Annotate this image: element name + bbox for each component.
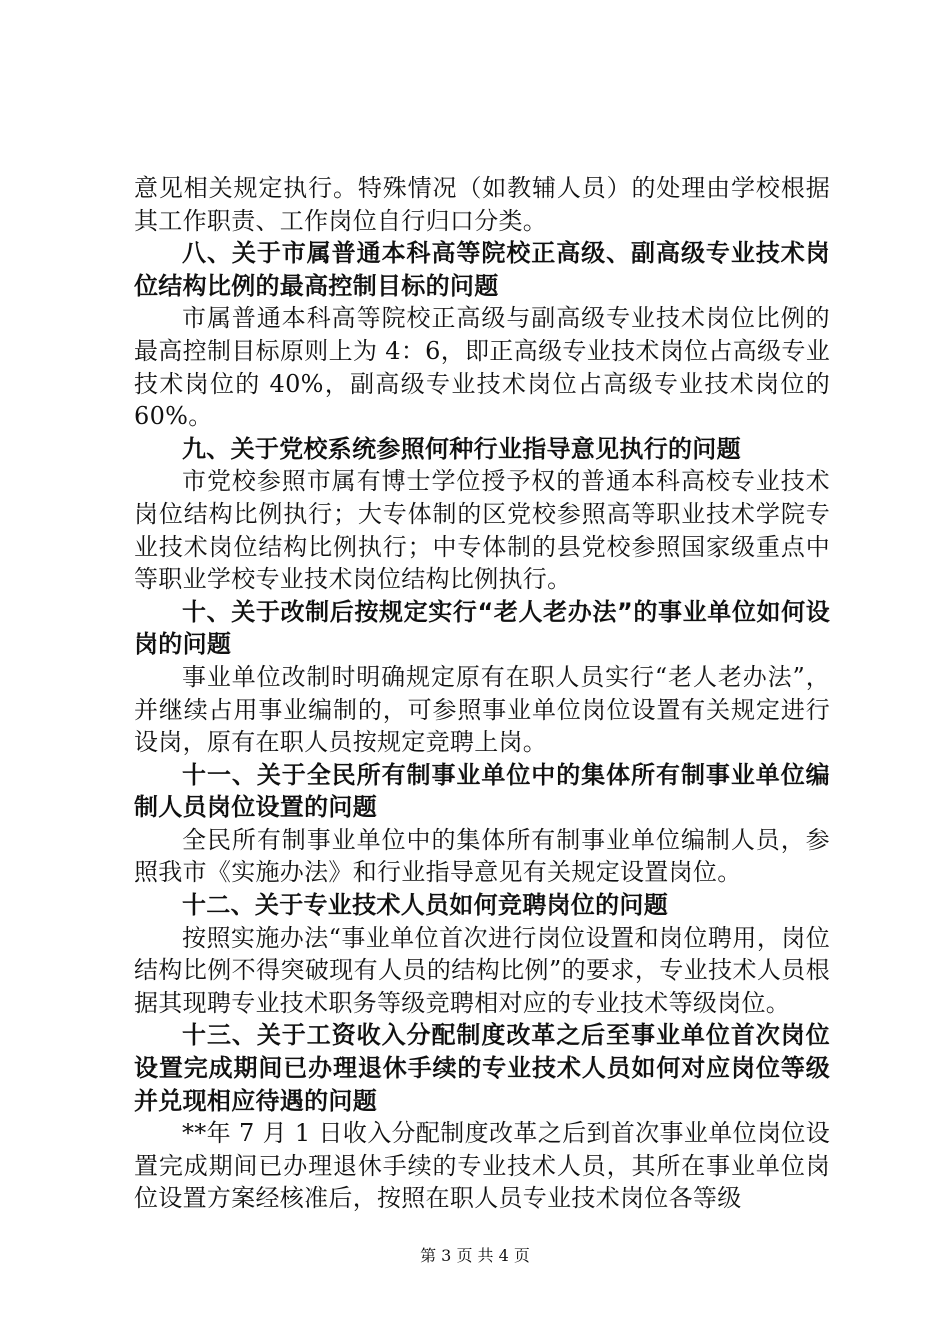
section-body-13: **年 7 月 1 日收入分配制度改革之后到首次事业单位岗位设置完成期间已办理退休手续的专业技术人员，其所在事业单位岗位设置方案经核准后，按照在职人员专业技术岗位各等级 xyxy=(134,1119,830,1213)
section-body-8: 市属普通本科高等院校正高级与副高级专业技术岗位比例的最高控制目标原则上为 4：6，即正高级专业技术岗位占高级专业技术岗位的 40%，副高级专业技术岗位占高级专业技术岗位的 60%。 xyxy=(134,304,830,431)
section-body-9: 市党校参照市属有博士学位授予权的普通本科高校专业技术岗位结构比例执行；大专体制的区党校参照高等职业技术学院专业技术岗位结构比例执行；中专体制的县党校参照国家级重点中等职业学校专业技术岗位结构比例执行。 xyxy=(134,467,830,594)
section-body-11: 全民所有制事业单位中的集体所有制事业单位编制人员，参照我市《实施办法》和行业指导意见有关规定设置岗位。 xyxy=(134,825,830,887)
section-heading-12: 十二、关于专业技术人员如何竞聘岗位的问题 xyxy=(182,891,668,920)
section-heading-9: 九、关于党校系统参照何种行业指导意见执行的问题 xyxy=(182,434,741,463)
section-heading-13: 十三、关于工资收入分配制度改革之后至事业单位首次岗位设置完成期间已办理退休手续的专业技术人员如何对应岗位等级并兑现相应待遇的问题 xyxy=(134,1021,830,1115)
section-body-10: 事业单位改制时明确规定原有在职人员实行“老人老办法”，并继续占用事业编制的，可参照事业单位岗位设置有关规定进行设岗，原有在职人员按规定竞聘上岗。 xyxy=(134,662,830,757)
paragraph-continuation: 意见相关规定执行。特殊情况（如教辅人员）的处理由学校根据其工作职责、工作岗位自行归口分类。 xyxy=(134,174,830,235)
document-body xyxy=(134,172,830,1215)
section-heading-11: 十一、关于全民所有制事业单位中的集体所有制事业单位编制人员岗位设置的问题 xyxy=(134,760,830,822)
section-heading-8: 八、关于市属普通本科高等院校正高级、副高级专业技术岗位结构比例的最高控制目标的问题 xyxy=(134,239,830,300)
section-heading-10: 十、关于改制后按规定实行“老人老办法”的事业单位如何设岗的问题 xyxy=(134,597,830,659)
section-body-12: 按照实施办法“事业单位首次进行岗位设置和岗位聘用，岗位结构比例不得突破现有人员的结构比例”的要求，专业技术人员根据其现聘专业技术职务等级竞聘相对应的专业技术等级岗位。 xyxy=(134,923,830,1017)
page-footer: 第 3 页 共 4 页 xyxy=(420,1246,530,1265)
